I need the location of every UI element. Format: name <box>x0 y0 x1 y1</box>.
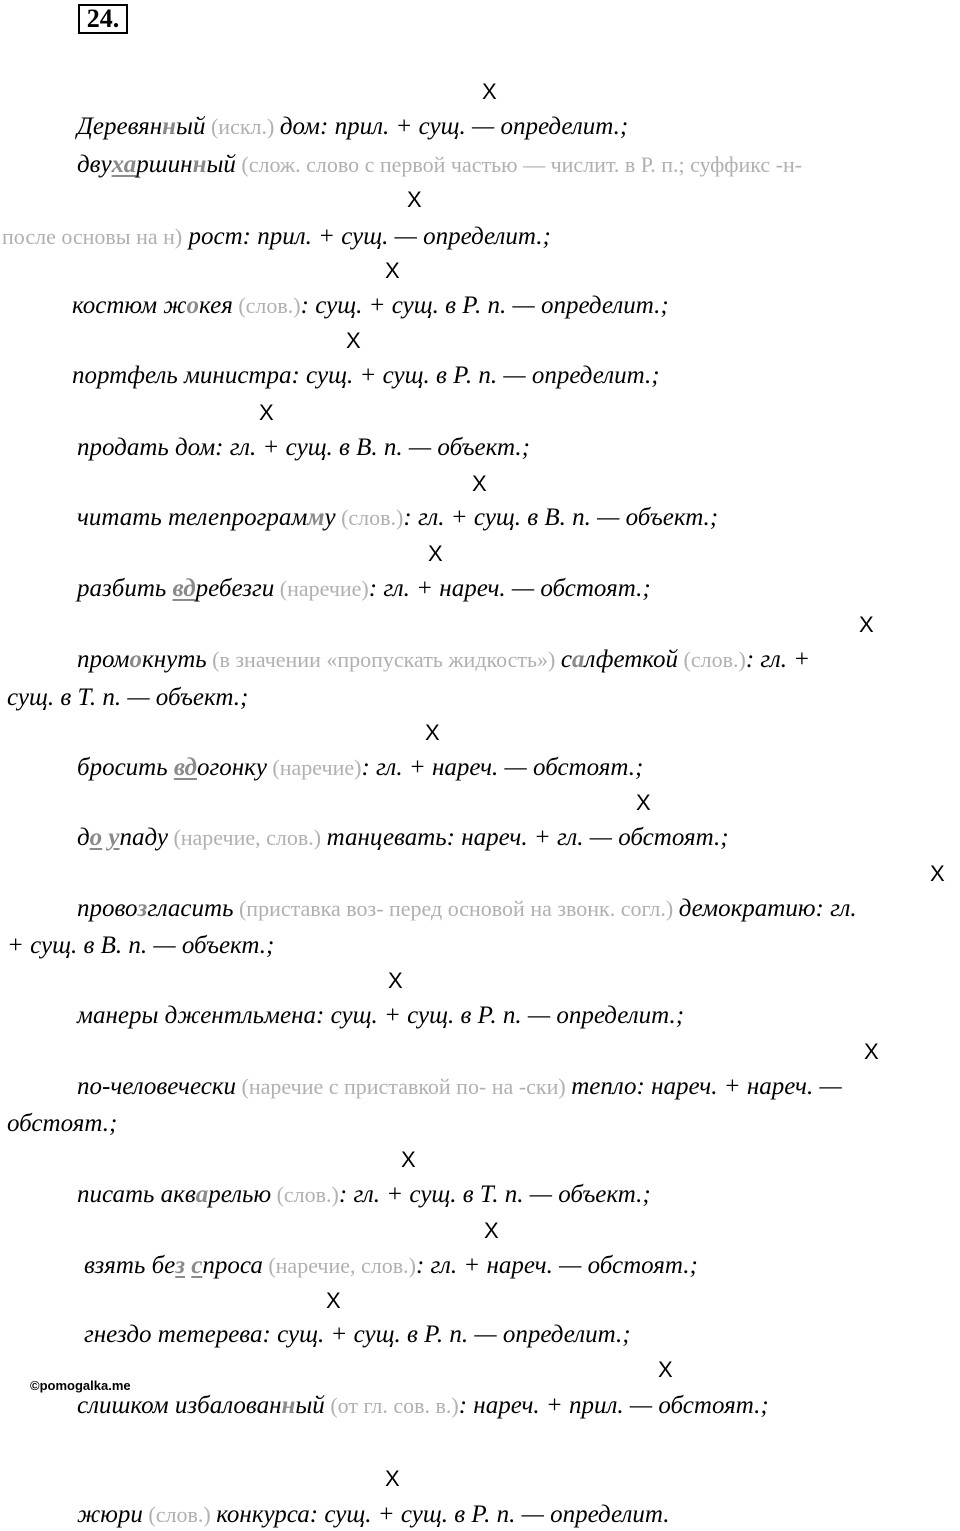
cross-mark: X <box>864 1039 879 1064</box>
exercise-number: 24. <box>78 4 128 34</box>
cross-mark: X <box>388 968 403 993</box>
watermark: ©pomogalka.me <box>30 1378 131 1393</box>
entry-line: по-человечески (наречие с приставкой по- на -ски) тепло: нареч. + нареч. — <box>77 1073 842 1100</box>
entry-line: манеры джентльмена: сущ. + сущ. в Р. п. — определит.; <box>77 1002 685 1029</box>
entry-line: промокнуть (в значении «пропускать жидкость») салфеткой (слов.): гл. + <box>77 646 811 673</box>
entry-line: гнездо тетерева: сущ. + сущ. в Р. п. — определит.; <box>84 1321 631 1348</box>
cross-mark: X <box>346 328 361 353</box>
entry-line: до упаду (наречие, слов.) танцевать: нареч. + гл. — обстоят.; <box>77 824 729 851</box>
cross-mark: X <box>407 187 422 212</box>
cross-mark: X <box>385 258 400 283</box>
cross-mark: X <box>385 1466 400 1491</box>
entry-line: Деревянный (искл.) дом: прил. + сущ. — определит.; <box>77 113 629 140</box>
cross-mark: X <box>636 790 651 815</box>
entry-line: + сущ. в В. п. — объект.; <box>7 932 275 959</box>
entry-line: костюм жокея (слов.): сущ. + сущ. в Р. п. — определит.; <box>72 292 669 319</box>
entry-line: продать дом: гл. + сущ. в В. п. — объект.; <box>77 434 530 461</box>
entry-line: взять без спроса (наречие, слов.): гл. + нареч. — обстоят.; <box>84 1252 698 1279</box>
entry-line: провозгласить (приставка воз- перед основой на звонк. согл.) демократию: гл. <box>77 895 857 922</box>
entry-line: жюри (слов.) конкурса: сущ. + сущ. в Р. п. — определит. <box>77 1501 670 1528</box>
entry-line: портфель министра: сущ. + сущ. в Р. п. — определит.; <box>72 362 660 389</box>
cross-mark: X <box>326 1288 341 1313</box>
entry-line: после основы на н) рост: прил. + сущ. — определит.; <box>2 223 551 250</box>
cross-mark: X <box>425 720 440 745</box>
cross-mark: X <box>658 1357 673 1382</box>
cross-mark: X <box>482 79 497 104</box>
cross-mark: X <box>259 400 274 425</box>
cross-mark: X <box>484 1218 499 1243</box>
entry-line: двухаршинный (слож. слово с первой частью — числит. в Р. п.; суффикс -н- <box>77 151 803 178</box>
entry-line: разбить вдребезги (наречие): гл. + нареч. — обстоят.; <box>77 575 651 602</box>
entry-line: слишком избалованный (от гл. сов. в.): нареч. + прил. — обстоят.; <box>77 1392 769 1419</box>
entry-line: писать акварелью (слов.): гл. + сущ. в Т. п. — объект.; <box>77 1181 651 1208</box>
cross-mark: X <box>930 861 945 886</box>
cross-mark: X <box>472 471 487 496</box>
cross-mark: X <box>428 541 443 566</box>
entry-line: читать телепрограмму (слов.): гл. + сущ. в В. п. — объект.; <box>77 504 719 531</box>
entry-line: сущ. в Т. п. — объект.; <box>7 684 249 711</box>
entry-line: бросить вдогонку (наречие): гл. + нареч. — обстоят.; <box>77 754 644 781</box>
cross-mark: X <box>859 612 874 637</box>
entry-line: обстоят.; <box>7 1110 118 1137</box>
cross-mark: X <box>401 1147 416 1172</box>
